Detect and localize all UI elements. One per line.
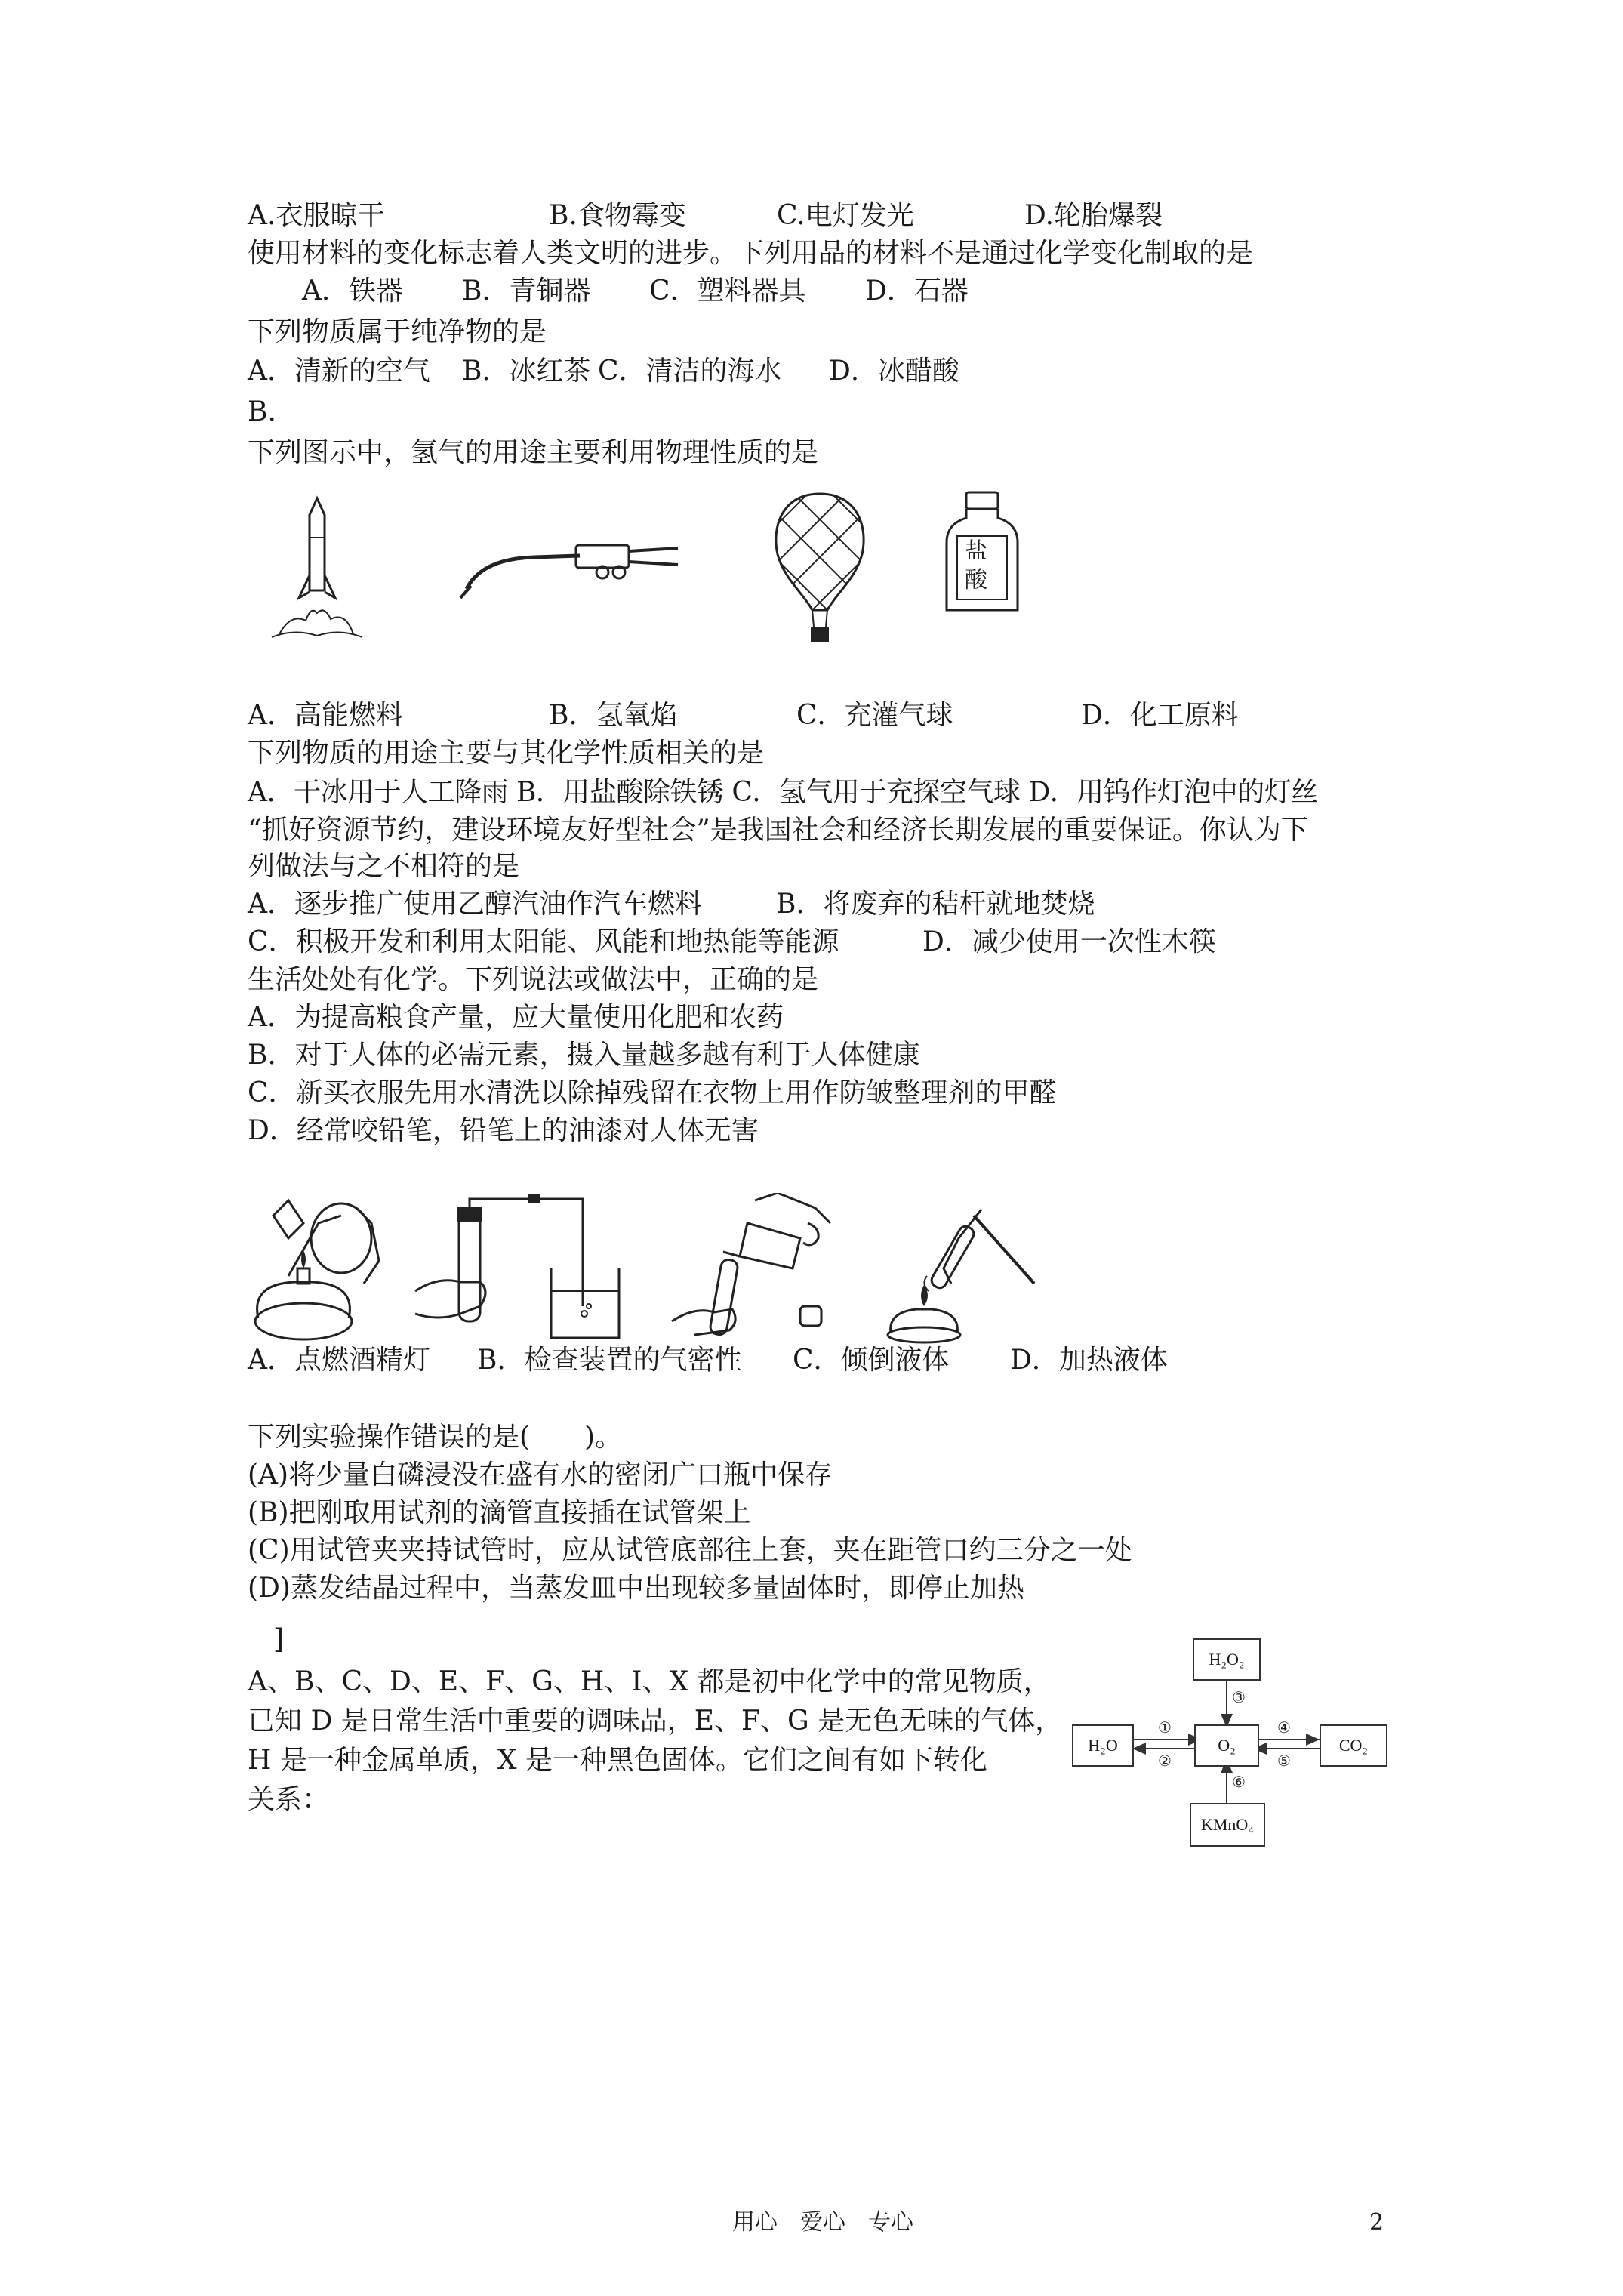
- diagram-label-4: ④: [1277, 1718, 1291, 1737]
- q10-line3: H 是一种金属单质，X 是一种黑色固体。它们之间有如下转化: [248, 1745, 987, 1776]
- q3-stem: 下列物质属于纯净物的是: [248, 316, 547, 347]
- q5-stem: 下列物质的用途主要与其化学性质相关的是: [248, 738, 765, 769]
- q4-stem: 下列图示中，氢气的用途主要利用物理性质的是: [248, 437, 819, 468]
- bottle-label-bottom: 酸: [965, 567, 987, 593]
- q10-line2: 已知 D 是日常生活中重要的调味品，E、F、G 是无色无味的气体，: [248, 1706, 1063, 1737]
- q4-option-a: A．高能燃料: [248, 700, 403, 731]
- diagram-label-6: ⑥: [1232, 1773, 1246, 1791]
- torch-icon: [451, 529, 685, 604]
- q9-option-a: (A)将少量白磷浸没在盛有水的密闭广口瓶中保存: [248, 1459, 833, 1490]
- diagram-node-h2o: H₂O: [1072, 1724, 1134, 1767]
- heating-liquid-icon: [868, 1193, 1049, 1344]
- q5-options: A．干冰用于人工降雨 B．用盐酸除铁锈 C．氢气用于充探空气球 D．用钨作灯泡中的灯丝: [248, 777, 1318, 808]
- q9-option-c: (C)用试管夹夹持试管时，应从试管底部往上套，夹在距管口约三分之一处: [248, 1535, 1132, 1566]
- q9-option-b: (B)把刚取用试剂的滴管直接插在试管架上: [248, 1497, 751, 1528]
- q9-stem: 下列实验操作错误的是( )。: [248, 1422, 623, 1453]
- q2-option-a: A．铁器: [302, 276, 403, 307]
- q6-stem-line1: “抓好资源节约，建设环境友好型社会”是我国社会和经济长期发展的重要保证。你认为下: [248, 815, 1308, 846]
- q7-option-d: D．经常咬铅笔，铅笔上的油漆对人体无害: [248, 1115, 759, 1146]
- q1-option-d: D.轮胎爆裂: [1024, 200, 1163, 231]
- q4-option-b: B．氢氧焰: [549, 700, 678, 731]
- q3-option-c: C．清洁的海水: [598, 356, 782, 387]
- diagram-label-1: ①: [1158, 1718, 1172, 1737]
- q2-stem: 使用材料的变化标志着人类文明的进步。下列用品的材料不是通过化学变化制取的是: [248, 238, 1254, 269]
- page-number: 2: [1369, 2209, 1384, 2236]
- q1-option-a: A.衣服晾干: [248, 200, 385, 231]
- q2-option-b: B．青铜器: [462, 276, 591, 307]
- diagram-node-o2: O₂: [1194, 1724, 1259, 1767]
- balloon-icon: [767, 489, 873, 645]
- q8-option-b: B．检查装置的气密性: [477, 1345, 742, 1376]
- q7-option-a: A．为提高粮食产量，应大量使用化肥和农药: [248, 1002, 784, 1033]
- q10-line4: 关系：: [248, 1784, 330, 1815]
- diagram-label-2: ②: [1158, 1752, 1172, 1770]
- q7-option-b: B．对于人体的必需元素，摄入量越多越有利于人体健康: [248, 1040, 920, 1071]
- pouring-liquid-icon: [664, 1193, 845, 1344]
- airtightness-check-icon: [408, 1193, 649, 1344]
- q7-option-c: C．新买衣服先用水清洗以除掉残留在衣物上用作防皱整理剂的甲醛: [248, 1077, 1057, 1108]
- q3-option-b: B．冰红茶: [462, 356, 591, 387]
- diagram-node-h2o2: H₂O₂: [1193, 1638, 1261, 1681]
- q8-option-d: D．加热液体: [1010, 1345, 1168, 1376]
- diagram-label-3: ③: [1232, 1688, 1246, 1706]
- q6-option-a: A．逐步推广使用乙醇汽油作汽车燃料: [248, 889, 702, 920]
- diagram-node-kmno4: KMnO₄: [1190, 1803, 1265, 1847]
- q2-option-c: C．塑料器具: [649, 276, 806, 307]
- q8-option-c: C．倾倒液体: [793, 1345, 950, 1376]
- q6-option-d: D．减少使用一次性木筷: [922, 926, 1216, 957]
- q10-line1: A、B、C、D、E、F、G、H、I、X 都是初中化学中的常见物质，: [248, 1666, 1051, 1697]
- q9-stray-bracket: ]: [273, 1624, 285, 1655]
- q3-option-d: D．冰醋酸: [829, 356, 959, 387]
- rocket-icon: [264, 492, 370, 643]
- q9-option-d: (D)蒸发结晶过程中，当蒸发皿中出现较多量固体时，即停止加热: [248, 1573, 1024, 1604]
- q6-option-b: B．将废弃的秸杆就地焚烧: [776, 889, 1095, 920]
- alcohol-lamp-lighting-icon: [243, 1193, 387, 1344]
- q1-option-c: C.电灯发光: [777, 200, 914, 231]
- q4-option-c: C．充灌气球: [796, 700, 953, 731]
- q3-option-a: A．清新的空气: [248, 356, 430, 387]
- q6-stem-line2: 列做法与之不相符的是: [248, 851, 520, 882]
- q2-option-d: D．石器: [865, 276, 969, 307]
- q7-stem: 生活处处有化学。下列说法或做法中，正确的是: [248, 964, 819, 995]
- q1-option-b: B.食物霉变: [549, 200, 686, 231]
- diagram-label-5: ⑤: [1277, 1752, 1291, 1770]
- bottle-label-top: 盐: [965, 538, 987, 565]
- diagram-node-co2: CO₂: [1320, 1724, 1387, 1767]
- footer-motto: 用心 爱心 专心: [732, 2209, 913, 2236]
- q3-stray-text: B.: [248, 396, 276, 427]
- q8-option-a: A．点燃酒精灯: [248, 1345, 430, 1376]
- q6-option-c: C．积极开发和利用太阳能、风能和地热能等能源: [248, 926, 839, 957]
- q4-option-d: D．化工原料: [1081, 700, 1239, 731]
